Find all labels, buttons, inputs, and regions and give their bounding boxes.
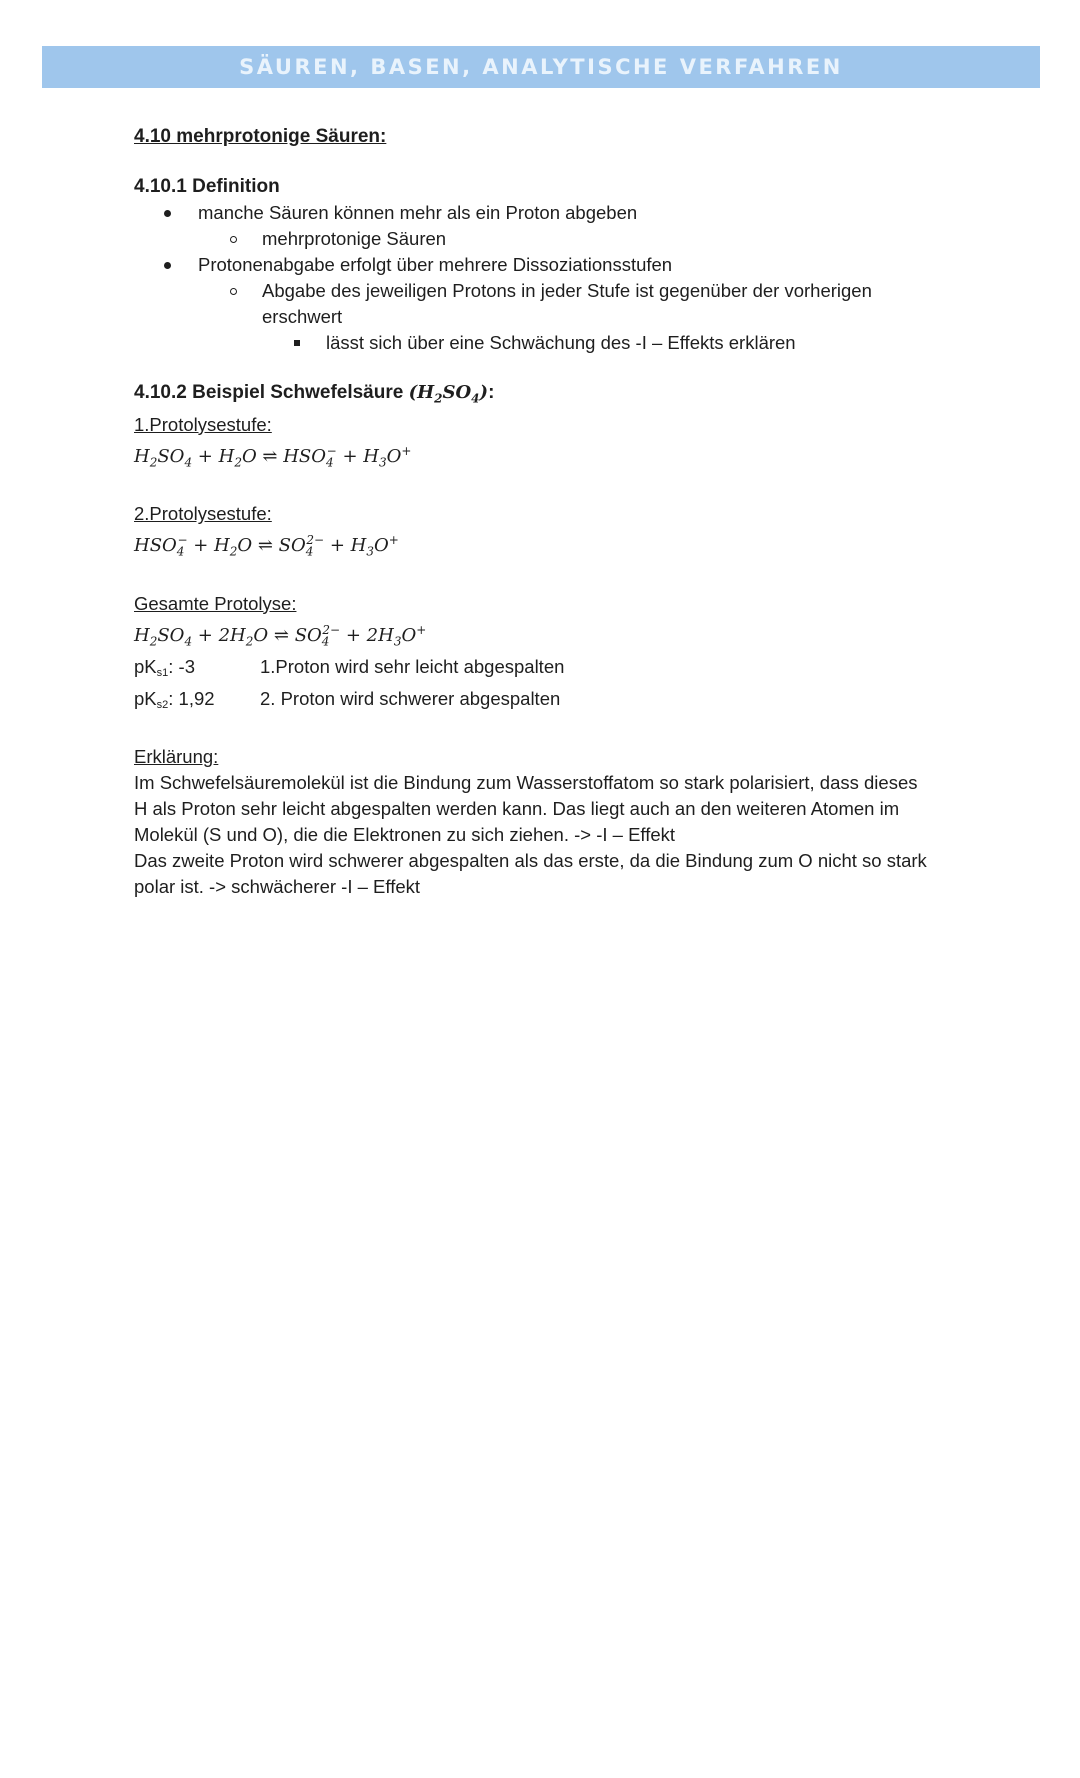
equation-step2: $HSO_4^- + H_2O$ ⇌ $SO_4^{2-} + H_3O^+$	[134, 533, 399, 559]
step2-label: 2.Protolysestufe:	[134, 503, 272, 525]
pks1-row	[134, 654, 934, 686]
list-item	[134, 252, 934, 278]
list-item	[134, 200, 934, 226]
pks1-value: pKs1: -3	[134, 656, 195, 680]
definition-heading: 4.10.1 Definition	[134, 176, 280, 197]
pks2-note: 2. Proton wird schwerer abgespalten	[260, 688, 561, 710]
header-title: SÄUREN, BASEN, ANALYTISCHE VERFAHREN	[239, 55, 843, 79]
bullet-text: lässt sich über eine Schwächung des -I – Effekts erklären	[326, 332, 796, 353]
header-band	[42, 46, 1040, 88]
document-content	[134, 124, 934, 900]
step1-label: 1.Protolysestufe:	[134, 413, 272, 435]
total-label: Gesamte Protolyse:	[134, 592, 297, 614]
pks2-row	[134, 686, 934, 718]
section-title: 4.10 mehrprotonige Säuren:	[134, 126, 387, 147]
explanation-label: Erklärung:	[134, 746, 219, 768]
bullet-icon	[164, 262, 171, 269]
circle-bullet-icon	[230, 236, 237, 243]
bullet-text: Abgabe des jeweiligen Protons in jeder Stufe ist gegenüber der vorherigen erschwert	[262, 280, 872, 327]
example-heading: 4.10.2 Beispiel Schwefelsäure $(H_2SO_4)$:	[134, 382, 495, 406]
circle-bullet-icon	[230, 288, 237, 295]
equation-total: $H_2SO_4 + 2H_2O$ ⇌ $SO_4^{2-} + 2H_3O^+$	[134, 622, 427, 649]
list-item	[134, 226, 934, 252]
pks1-note: 1.Proton wird sehr leicht abgespalten	[260, 656, 565, 678]
equation-step1: $H_2SO_4 + H_2O$ ⇌ $HSO_4^- + H_3O^+$	[134, 443, 412, 470]
bullet-text: Protonenabgabe erfolgt über mehrere Dissoziationsstufen	[198, 254, 673, 275]
explanation-paragraph: Im Schwefelsäuremolekül ist die Bindung zum Wasserstoffatom so stark polarisiert, dass dieses H als Proton sehr leicht abgespalten werden kann. Das liegt auch an den weiteren Atomen im Molekül (S und O), die die Elektronen zu sich ziehen. -> -I – Effekt	[134, 772, 918, 846]
bullet-text: manche Säuren können mehr als ein Proton abgeben	[198, 202, 638, 223]
explanation-paragraph: Das zweite Proton wird schwerer abgespalten als das erste, da die Bindung zum O nicht so stark polar ist. -> schwächerer -I – Effekt	[134, 850, 927, 898]
bullet-text: mehrprotonige Säuren	[262, 228, 447, 249]
bullet-icon	[164, 210, 171, 217]
pks2-value: pKs2: 1,92	[134, 688, 215, 712]
formula: $(H_2SO_4)$	[408, 382, 489, 406]
square-bullet-icon	[294, 340, 300, 346]
list-item	[134, 278, 902, 330]
list-item	[134, 330, 934, 356]
